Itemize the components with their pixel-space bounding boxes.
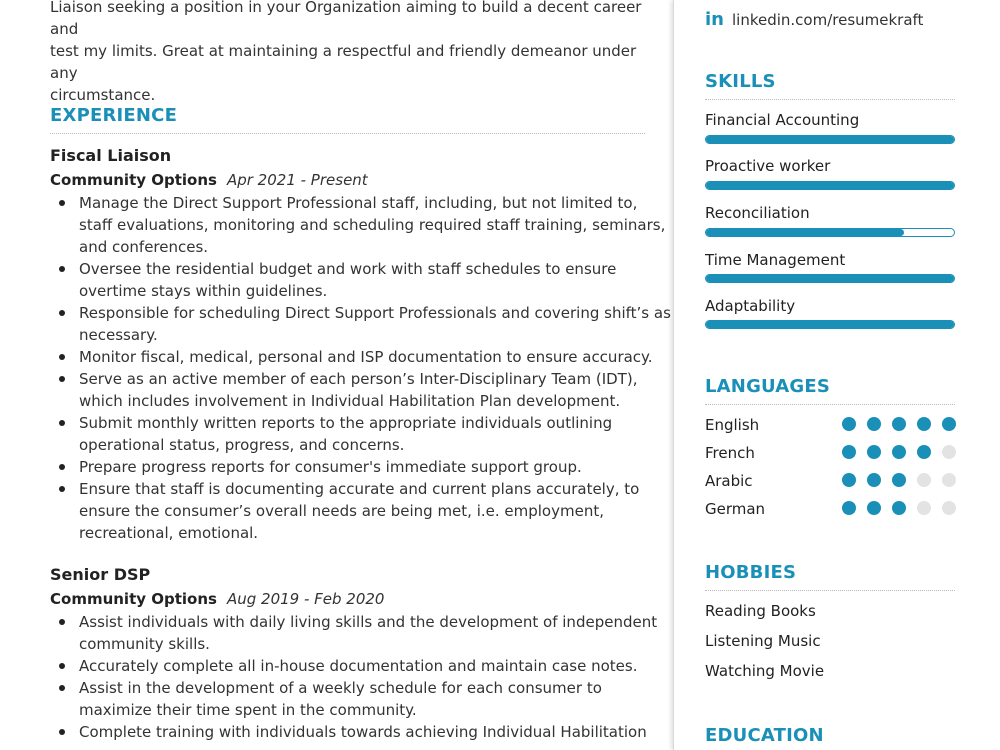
skill-label: Reconciliation: [705, 204, 810, 222]
skill-bar: [705, 320, 955, 329]
summary-line: circumstance.: [50, 86, 156, 104]
job-bullets: [50, 611, 674, 743]
skill-fill: [706, 182, 954, 189]
rating-dot-filled: [892, 473, 906, 487]
language-label: Arabic: [705, 472, 753, 490]
list-item: Assist individuals with daily living skills and the development of independent community skills.: [79, 611, 674, 655]
skill-fill: [706, 229, 904, 236]
rating-dot-empty: [917, 473, 931, 487]
rating-dot-empty: [942, 501, 956, 515]
divider: [705, 590, 955, 591]
list-item: Manage the Direct Support Professional staff, including, but not limited to, staff evaluations, monitoring and scheduling required staff training, seminars, and conferences.: [79, 192, 674, 258]
language-label: English: [705, 416, 760, 434]
list-item: Oversee the residential budget and work with staff schedules to ensure overtime stays within guidelines.: [79, 258, 674, 302]
linkedin-icon: in: [705, 9, 724, 30]
list-item: Serve as an active member of each person’s Inter-Disciplinary Team (IDT), which includes involvement in Individual Habilitation Plan development.: [79, 368, 674, 412]
linkedin-contact[interactable]: [705, 9, 923, 30]
skills-heading: SKILLS: [705, 71, 776, 92]
list-item: Monitor fiscal, medical, personal and ISP documentation to ensure accuracy.: [79, 346, 674, 368]
skill-label: Adaptability: [705, 297, 796, 315]
rating-dot-filled: [892, 445, 906, 459]
list-item: Responsible for scheduling Direct Support Professionals and covering shift’s as necessary.: [79, 302, 674, 346]
list-item: Assist in the development of a weekly schedule for each consumer to maximize their time spent in the community.: [79, 677, 674, 721]
summary-line: test my limits. Great at maintaining a respectful and friendly demeanor under any: [50, 42, 637, 82]
rating-dot-filled: [842, 417, 856, 431]
rating-dot-filled: [867, 445, 881, 459]
job-company-line: [50, 171, 368, 189]
language-rating: [842, 501, 956, 515]
skill-label: Proactive worker: [705, 157, 831, 175]
language-label: French: [705, 444, 755, 462]
skill-bar: [705, 228, 955, 237]
rating-dot-filled: [867, 417, 881, 431]
hobby-item: Listening Music: [705, 632, 821, 650]
list-item: Submit monthly written reports to the appropriate individuals outlining operational status, progress, and concerns.: [79, 412, 674, 456]
job-title: Senior DSP: [50, 565, 151, 584]
summary-line: Liaison seeking a position in your Organization aiming to build a decent career and: [50, 0, 642, 38]
list-item: Ensure that staff is documenting accurate and current plans accurately, to ensure the consumer’s overall needs are being met, i.e. employment, recreational, emotional.: [79, 478, 674, 544]
skill-fill: [706, 321, 954, 328]
job-company-line: [50, 590, 384, 608]
skill-label: Time Management: [705, 251, 846, 269]
divider: [705, 99, 955, 100]
divider: [50, 133, 645, 134]
language-rating: [842, 417, 956, 431]
rating-dot-filled: [867, 473, 881, 487]
rating-dot-filled: [892, 417, 906, 431]
skill-fill: [706, 136, 954, 143]
rating-dot-filled: [917, 445, 931, 459]
languages-heading: LANGUAGES: [705, 376, 831, 397]
list-item: Accurately complete all in-house documentation and maintain case notes.: [79, 655, 674, 677]
skill-bar: [705, 181, 955, 190]
rating-dot-filled: [842, 473, 856, 487]
education-heading: EDUCATION: [705, 725, 824, 746]
language-label: German: [705, 500, 766, 518]
job-bullets: [50, 192, 674, 544]
company-name: Community Options: [50, 171, 217, 189]
job-dates: Apr 2021 - Present: [226, 171, 368, 189]
company-name: Community Options: [50, 590, 217, 608]
skill-bar: [705, 274, 955, 283]
hobby-item: Watching Movie: [705, 662, 825, 680]
rating-dot-empty: [942, 445, 956, 459]
hobbies-heading: HOBBIES: [705, 562, 797, 583]
skill-fill: [706, 275, 954, 282]
linkedin-link[interactable]: linkedin.com/resumekraft: [731, 11, 924, 29]
rating-dot-filled: [917, 417, 931, 431]
skill-bar: [705, 135, 955, 144]
rating-dot-filled: [892, 501, 906, 515]
rating-dot-filled: [942, 417, 956, 431]
skill-label: Financial Accounting: [705, 111, 860, 129]
hobby-item: Reading Books: [705, 602, 816, 620]
rating-dot-empty: [917, 501, 931, 515]
rating-dot-filled: [842, 445, 856, 459]
language-rating: [842, 473, 956, 487]
experience-heading: EXPERIENCE: [50, 105, 178, 126]
rating-dot-empty: [942, 473, 956, 487]
list-item: Complete training with individuals towards achieving Individual Habilitation: [79, 721, 674, 743]
rating-dot-filled: [842, 501, 856, 515]
summary: [50, 0, 645, 106]
divider: [705, 404, 955, 405]
job-dates: Aug 2019 - Feb 2020: [226, 590, 385, 608]
rating-dot-filled: [867, 501, 881, 515]
job-title: Fiscal Liaison: [50, 146, 172, 165]
language-rating: [842, 445, 956, 459]
list-item: Prepare progress reports for consumer's immediate support group.: [79, 456, 674, 478]
